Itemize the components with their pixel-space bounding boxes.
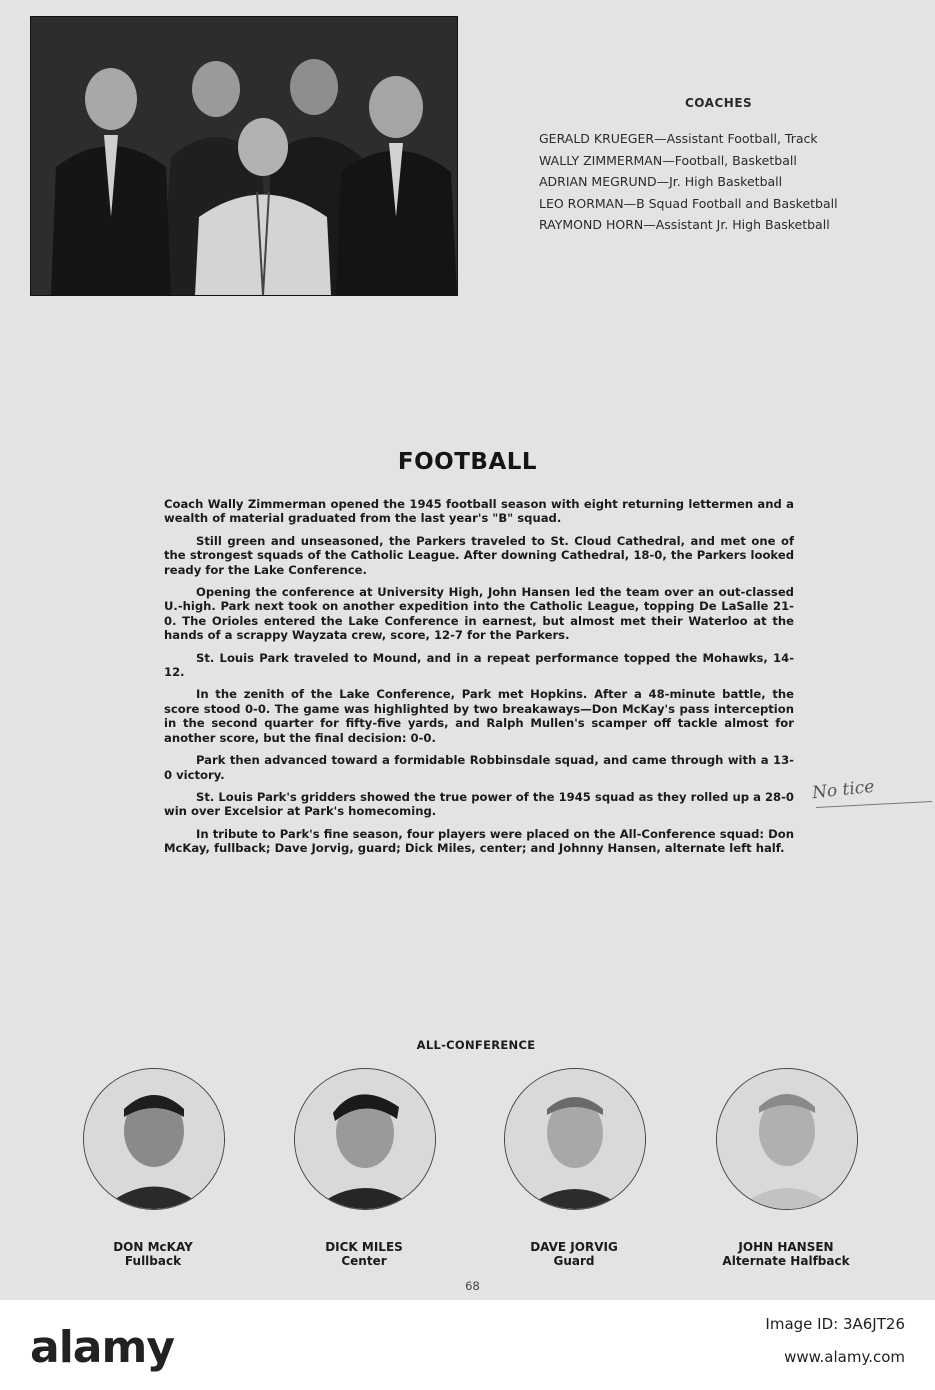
article-paragraph: Coach Wally Zimmerman opened the 1945 football season with eight returning lettermen and a wealth of material graduated from the last year's "B" squad. <box>164 497 794 526</box>
player-card <box>504 1068 644 1268</box>
player-position: Fullback <box>124 1254 182 1268</box>
coach-line: GERALD KRUEGER—Assistant Football, Track <box>539 131 818 146</box>
player-name: DON McKAY <box>113 1240 193 1254</box>
player-position: Alternate Halfback <box>722 1254 850 1268</box>
article-paragraph: In the zenith of the Lake Conference, Park met Hopkins. After a 48-minute battle, the score stood 0-0. The game was highlighted by two breakaways—Don McKay's pass interception in the second quarter for fifty-five yards, and Ralph Mullen's scamper off tackle almost for another score, but the final decision: 0-0. <box>164 687 794 745</box>
handwritten-underline <box>816 801 932 808</box>
article-title: FOOTBALL <box>397 449 538 475</box>
article-paragraph: Still green and unseasoned, the Parkers traveled to St. Cloud Cathedral, and met one of the strongest squads of the Catholic League. After downing Cathedral, 18-0, the Parkers looked ready for the Lake Conference. <box>164 533 794 577</box>
coaches-photo <box>30 16 458 296</box>
article-paragraph: St. Louis Park traveled to Mound, and in a repeat performance topped the Mohawks, 14-12. <box>164 650 794 680</box>
player-portrait <box>504 1068 646 1210</box>
player-card <box>716 1068 856 1268</box>
article-paragraph: St. Louis Park's gridders showed the true power of the 1945 squad as they rolled up a 28-0 win over Excelsior at Park's homecoming. <box>164 789 794 819</box>
coaches-list <box>539 96 919 236</box>
coaches-heading: COACHES <box>685 96 753 110</box>
coach-line: WALLY ZIMMERMAN—Football, Basketball <box>539 152 797 168</box>
coach-line: LEO RORMAN—B Squad Football and Basketball <box>539 195 838 211</box>
player-portrait <box>716 1068 858 1210</box>
article-body <box>164 497 794 864</box>
player-card <box>294 1068 434 1268</box>
player-name: DAVE JORVIG <box>530 1240 618 1254</box>
article-paragraph: Opening the conference at University High, John Hansen led the team over an out-classed U.-high. Park next took on another expedition into the Catholic League, topping De LaSalle 21-0. The Orioles entered the Lake Conference in earnest, but almost met their Waterloo at the hands of a scrappy Wayzata crew, score, 12-7 for the Parkers. <box>164 585 794 643</box>
all-conference-heading: ALL-CONFERENCE <box>416 1038 536 1052</box>
player-portrait <box>83 1068 225 1210</box>
source-url: www.alamy.com <box>784 1348 905 1366</box>
player-position: Center <box>341 1254 387 1268</box>
player-name: JOHN HANSEN <box>738 1240 834 1254</box>
page-number: 68 <box>465 1279 480 1293</box>
player-name: DICK MILES <box>325 1240 403 1254</box>
article-paragraph: Park then advanced toward a formidable Robbinsdale squad, and came through with a 13-0 victory. <box>164 753 794 782</box>
coach-line: RAYMOND HORN—Assistant Jr. High Basketball <box>539 217 830 232</box>
player-position: Guard <box>553 1254 595 1268</box>
player-portrait <box>294 1068 436 1210</box>
image-id: Image ID: 3A6JT26 <box>765 1315 905 1333</box>
article-paragraph: In tribute to Park's fine season, four players were placed on the All-Conference squad: Don McKay, fullback; Dave Jorvig, guard; Dick Miles, center; and Johnny Hansen, alternate left half. <box>164 826 794 856</box>
handwritten-note: No tice <box>811 776 876 804</box>
watermark-bar <box>0 1300 935 1390</box>
alamy-logo: alamy <box>30 1322 174 1373</box>
coach-line: ADRIAN MEGRUND—Jr. High Basketball <box>539 174 783 189</box>
player-card <box>83 1068 223 1268</box>
